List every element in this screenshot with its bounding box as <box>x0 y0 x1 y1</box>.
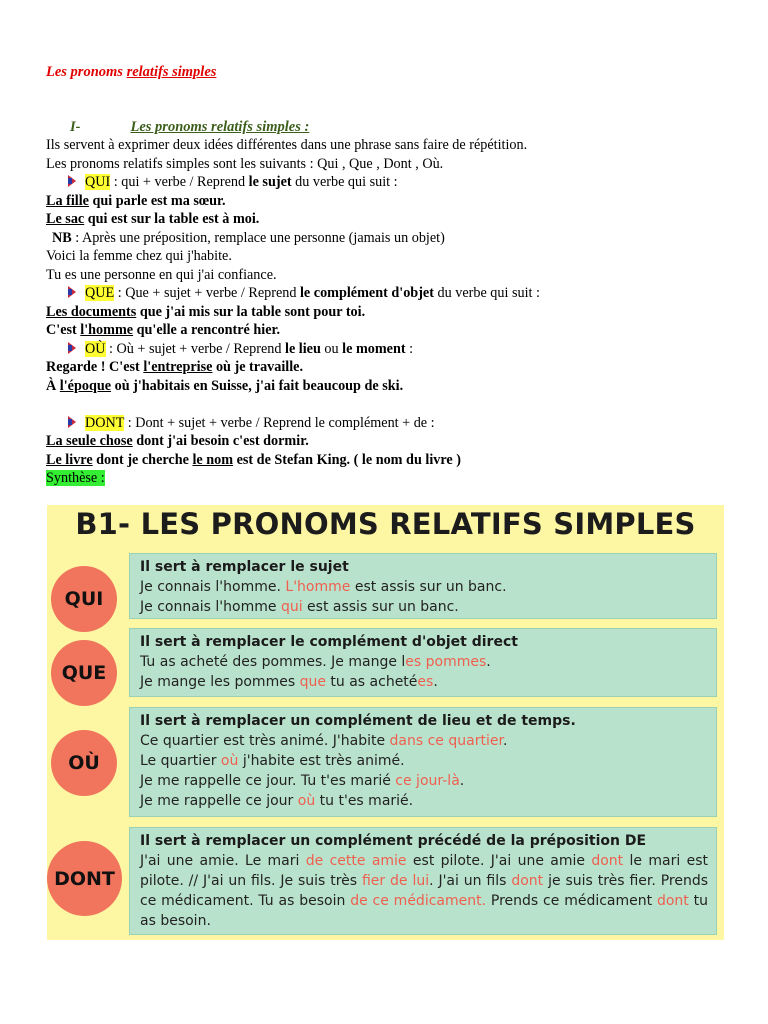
ou-tag: OÙ <box>85 340 106 357</box>
bullet-arrow-icon <box>68 342 80 354</box>
intro-line-1: Ils servent à exprimer deux idées différentes dans une phrase sans faire de répétition. <box>46 137 528 153</box>
section-heading <box>70 118 309 137</box>
que-l1r: es pommes <box>405 654 487 670</box>
dont-t4: . J'ai un fils <box>429 873 512 889</box>
dont-ex1-u: La seule chose <box>46 433 133 449</box>
ou-l2r: où <box>220 753 239 769</box>
dont-r4: dont <box>511 873 544 889</box>
qui-l1b: est assis sur un banc. <box>350 579 507 595</box>
nb-label: NB <box>52 229 72 246</box>
dont-t1: J'ai une amie. Le mari <box>140 853 306 869</box>
que-ex2-a: C'est <box>46 322 81 338</box>
qui-rule-b: le sujet <box>248 174 292 190</box>
bullet-arrow-icon <box>68 175 80 187</box>
infographic <box>47 505 724 940</box>
dont-t7: tu as besoin. <box>140 893 709 929</box>
ou-l3a: Je me rappelle ce jour. Tu t'es marié <box>140 773 396 789</box>
box-qui-line-2 <box>140 597 708 617</box>
que-example-1 <box>46 303 746 322</box>
circle-ou: OÙ <box>51 730 117 796</box>
ou-l4a: Je me rappelle ce jour <box>140 793 298 809</box>
nb-example-2: Tu es une personne en qui j'ai confiance. <box>46 266 277 283</box>
dont-example-1 <box>46 432 746 451</box>
bullet-arrow-icon <box>68 416 80 428</box>
qui-l1r: L'homme <box>285 579 351 595</box>
ou-ex2-a: À <box>46 377 60 394</box>
bullet-arrow-icon <box>68 286 80 298</box>
box-dont-paragraph <box>140 851 708 931</box>
qui-l1a: Je connais l'homme. <box>140 579 286 595</box>
ou-l2b: j'habite est très animé. <box>238 753 405 769</box>
nb-note <box>46 229 746 248</box>
ou-l4b: tu t'es marié. <box>315 793 414 809</box>
box-ou-heading: Il sert à remplacer un complément de lieu et de temps. <box>140 713 576 729</box>
ou-rule-mid: ou <box>320 340 343 357</box>
ou-l3b: . <box>459 773 465 789</box>
ou-ex1-u: l'entreprise <box>143 359 213 375</box>
dont-r5: de ce médicament. <box>350 893 487 909</box>
que-rule <box>46 284 746 303</box>
ou-ex1-rest: où je travaille. <box>212 359 304 375</box>
ou-rule-a: : Où + sujet + verbe / Reprend <box>105 340 286 357</box>
ou-ex2-rest: où j'habitais en Suisse, j'ai fait beaucoup de ski. <box>111 377 404 394</box>
ou-l2a: Le quartier <box>140 753 221 769</box>
ou-l4r: où <box>297 793 316 809</box>
box-ou-line-3 <box>140 771 708 791</box>
circle-dont: DONT <box>47 841 122 916</box>
ou-ex2-u: l'époque <box>59 377 112 394</box>
ou-rule-c: le moment <box>342 340 406 357</box>
dont-example-2 <box>46 451 746 470</box>
box-que <box>129 628 717 697</box>
infographic-title: B1- LES PRONOMS RELATIFS SIMPLES <box>75 507 696 541</box>
box-ou-line-2 <box>140 751 708 771</box>
page-title <box>46 63 216 82</box>
qui-tag: QUI <box>85 174 111 190</box>
dont-r3: fier de lui <box>361 873 430 889</box>
que-rule-c: du verbe qui suit : <box>433 285 540 301</box>
qui-example-2 <box>46 210 746 229</box>
que-l1b: . <box>486 654 491 670</box>
dont-tag: DONT <box>85 414 125 431</box>
ou-l1r: dans ce quartier <box>389 733 503 749</box>
synthese-line <box>46 469 746 488</box>
que-ex2-rest: qu'elle a rencontré hier. <box>133 322 281 338</box>
que-tag: QUE <box>85 285 115 301</box>
dont-t3: le mari est pilote. // J'ai un fils. Je suis très <box>140 853 708 889</box>
dont-ex2-u2: le nom <box>192 451 234 468</box>
que-l2r2: es <box>417 674 434 690</box>
que-rule-b: le complément d'objet <box>299 285 434 301</box>
dont-rule-text: : Dont + sujet + verbe / Reprend le complément + de : <box>124 414 435 431</box>
box-dont <box>129 827 717 935</box>
qui-rule <box>46 173 746 192</box>
ou-rule <box>46 340 746 359</box>
circle-qui: QUI <box>51 566 117 632</box>
ou-l1a: Ce quartier est très animé. J'habite <box>140 733 390 749</box>
box-que-line-1 <box>140 652 708 672</box>
ou-rule-d: : <box>405 340 414 357</box>
ou-l3r: ce jour-là <box>395 773 460 789</box>
ou-example-1 <box>46 358 746 377</box>
lesson-lines <box>46 136 746 488</box>
nb-text: : Après une préposition, remplace une personne (jamais un objet) <box>71 229 445 246</box>
box-ou-line-1 <box>140 731 708 751</box>
spacer <box>46 395 746 414</box>
nb-example-1: Voici la femme chez qui j'habite. <box>46 248 232 264</box>
que-l2a: Je mange les pommes <box>140 674 300 690</box>
box-qui <box>129 553 717 619</box>
qui-ex2-rest: qui est sur la table est à moi. <box>84 211 260 227</box>
dont-r1: de cette amie <box>305 853 407 869</box>
qui-l2r: qui <box>280 599 303 615</box>
section-number: I- <box>70 119 81 135</box>
section-label: Les pronoms relatifs simples : <box>130 119 310 135</box>
dont-t2: est pilote. J'ai une amie <box>406 853 592 869</box>
qui-ex1-rest: qui parle est ma sœur. <box>88 192 226 209</box>
ou-ex1-a: Regarde ! C'est <box>46 359 144 375</box>
que-l2c: . <box>433 674 438 690</box>
box-ou <box>129 707 717 817</box>
que-ex1-rest: que j'ai mis sur la table sont pour toi. <box>136 303 366 320</box>
ou-l1b: . <box>502 733 508 749</box>
box-ou-line-4 <box>140 791 708 811</box>
que-rule-a: : Que + sujet + verbe / Reprend <box>114 285 300 301</box>
dont-r6: dont <box>656 893 689 909</box>
dont-ex1-rest: dont j'ai besoin c'est dormir. <box>132 433 309 449</box>
que-ex2-u: l'homme <box>80 322 134 338</box>
dont-r2: dont <box>591 853 624 869</box>
synthese-label: Synthèse : <box>46 470 105 486</box>
qui-l2b: est assis sur un banc. <box>302 599 459 615</box>
que-l2b: tu as acheté <box>325 674 418 690</box>
dont-t5: je suis très fier. Prends ce médicament. Tu as besoin <box>140 873 709 909</box>
ou-rule-b: le lieu <box>285 340 321 357</box>
dont-ex2-rest: est de Stefan King. ( le nom du livre ) <box>233 451 461 468</box>
dont-t6: Prends ce médicament <box>486 893 657 909</box>
qui-ex2-u: Le sac <box>46 211 85 227</box>
circle-que: QUE <box>51 640 117 706</box>
title-part1: Les pronoms <box>46 64 123 80</box>
title-part2: relatifs simples <box>126 64 217 80</box>
box-qui-heading: Il sert à remplacer le sujet <box>140 559 349 575</box>
box-dont-heading: Il sert à remplacer un complément précédé de la préposition DE <box>140 833 647 849</box>
box-que-heading: Il sert à remplacer le complément d'objet direct <box>140 634 518 650</box>
que-l1a: Tu as acheté des pommes. Je mange l <box>140 654 406 670</box>
intro-line-2: Les pronoms relatifs simples sont les suivants : Qui , Que , Dont , Où. <box>46 155 444 172</box>
que-example-2 <box>46 321 746 340</box>
dont-ex2-mid: dont je cherche <box>92 451 193 468</box>
qui-example-1 <box>46 192 746 211</box>
qui-rule-a: : qui + verbe / Reprend <box>110 174 249 190</box>
qui-l2a: Je connais l'homme <box>140 599 281 615</box>
que-l2r: que <box>299 674 326 690</box>
box-qui-line-1 <box>140 577 708 597</box>
ou-example-2 <box>46 377 746 396</box>
box-que-line-2 <box>140 672 708 692</box>
dont-rule <box>46 414 746 433</box>
qui-rule-c: du verbe qui suit : <box>291 174 398 190</box>
que-ex1-u: Les documents <box>46 303 137 320</box>
qui-ex1-u: La fille <box>46 192 89 209</box>
dont-ex2-u1: Le livre <box>46 451 93 468</box>
